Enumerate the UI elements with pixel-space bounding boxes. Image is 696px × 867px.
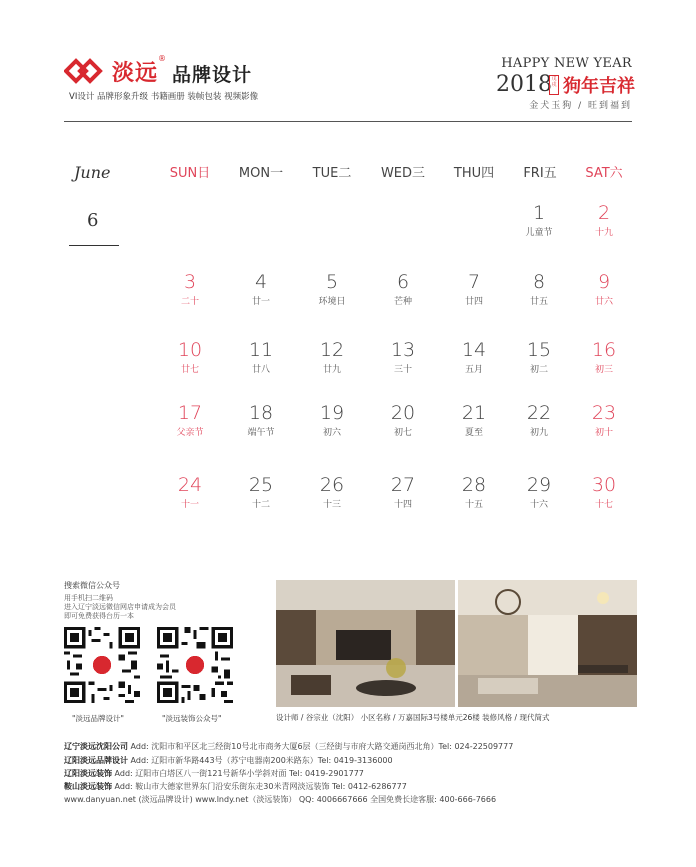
day-cell: 19 初六 [319, 402, 345, 438]
contact-line: 辽阳淡远装饰 Add: 辽阳市白塔区八一街121号新华小学斜对面 Tel: 0419-2901777 [64, 769, 364, 778]
day-cell: 16 初三 [591, 339, 617, 375]
month-name: June [74, 163, 111, 182]
day-cell: 20 初七 [390, 402, 416, 438]
seal-stamp: 戊戌 [549, 75, 559, 95]
day-cell: 18 端午节 [247, 402, 275, 438]
interior-photo-living-room [276, 580, 455, 707]
registered-mark: ® [158, 54, 166, 63]
day-cell: 11 廿八 [248, 339, 274, 375]
qr-caption-decoration: "淡远装饰公众号" [162, 714, 222, 723]
month-underline [69, 245, 119, 246]
day-cell: 5 环境日 [318, 271, 346, 307]
website-line: www.danyuan.net (淡远品牌设计) www.lndy.net（淡远装饰） QQ: 4006667666 全国免费长途客服: 400-666-7666 [64, 795, 497, 804]
day-cell: 25 十二 [248, 474, 274, 510]
day-cell: 6 芒种 [393, 271, 412, 307]
contact-line: 鞍山淡远装饰 Add: 鞍山市大德家世界东门沿安乐街东走30米青网淡远装饰 Tel: 0412-6286777 [64, 782, 407, 791]
day-cell: 28 十五 [461, 474, 487, 510]
day-cell: 26 十三 [319, 474, 345, 510]
day-cell: 14 五月 [461, 339, 487, 375]
day-cell: 21 夏至 [461, 402, 487, 438]
wechat-description: 用手机扫二维码 进入辽宁淡远微信网店申请成为会员 即可免费获得台历一本 [64, 594, 176, 620]
weekday-sun: SUN日 [169, 166, 211, 181]
day-cell: 10 廿七 [177, 339, 203, 375]
qr-caption-brand: "淡远品牌设计" [72, 714, 124, 723]
day-cell: 7 廿四 [464, 271, 483, 307]
brand-name-red: 淡远 [112, 61, 159, 86]
qr-code-decoration [157, 627, 233, 703]
wechat-title: 搜索微信公众号 [64, 581, 120, 590]
day-cell: 13 三十 [390, 339, 416, 375]
brand-name-black: 品牌设计 [172, 64, 253, 86]
day-cell: 30 十七 [591, 474, 617, 510]
interior-photo-dining-room [458, 580, 637, 707]
weekday-mon: MON一 [238, 166, 284, 181]
day-cell: 12 廿九 [319, 339, 345, 375]
day-cell: 2 十九 [594, 202, 613, 238]
weekday-thu: THU四 [453, 166, 495, 181]
day-cell: 9 廿六 [594, 271, 613, 307]
day-cell: 23 初十 [591, 402, 617, 438]
services-line: VI设计 品牌形象升级 书籍画册 装帧包装 视频影像 [69, 92, 259, 102]
brand-logo-icon [64, 55, 104, 87]
day-cell: 29 十六 [526, 474, 552, 510]
happy-new-year: HAPPY NEW YEAR [501, 56, 632, 71]
weekday-sat: SAT六 [585, 166, 623, 181]
month-number: 6 [87, 210, 99, 231]
day-cell: 24 十一 [177, 474, 203, 510]
day-cell: 17 父亲节 [176, 402, 204, 438]
year-number: 2018 [496, 72, 552, 97]
header-divider [64, 121, 632, 122]
day-cell: 15 初二 [526, 339, 552, 375]
motto: 金犬玉狗 / 旺到福到 [529, 101, 632, 111]
weekday-fri: FRI五 [523, 166, 557, 181]
qr-code-brand [64, 627, 140, 703]
day-cell: 3 二十 [180, 271, 199, 307]
day-cell: 27 十四 [390, 474, 416, 510]
day-cell: 22 初九 [526, 402, 552, 438]
contact-line: 辽宁淡远沈阳公司 Add: 沈阳市和平区北三经街10号北市商务大厦6层（三经街与市府大路交通岗西北角）Tel: 024-22509777 [64, 742, 514, 751]
weekday-wed: WED三 [380, 166, 426, 181]
day-cell: 4 廿一 [251, 271, 270, 307]
day-cell: 8 廿五 [529, 271, 548, 307]
dog-year-text: 狗年吉祥 [563, 76, 635, 97]
day-cell: 1 儿童节 [525, 202, 553, 238]
contact-line: 辽阳淡远品牌设计 Add: 辽阳市新华路443号（苏宁电器南200米路东）Tel: 0419-3136000 [64, 756, 393, 765]
photo-caption: 设计师 / 谷宗业（沈阳） 小区名称 / 万嘉国际3号楼单元26楼 装修风格 / 现代简式 [276, 713, 550, 722]
weekday-tue: TUE二 [312, 166, 352, 181]
